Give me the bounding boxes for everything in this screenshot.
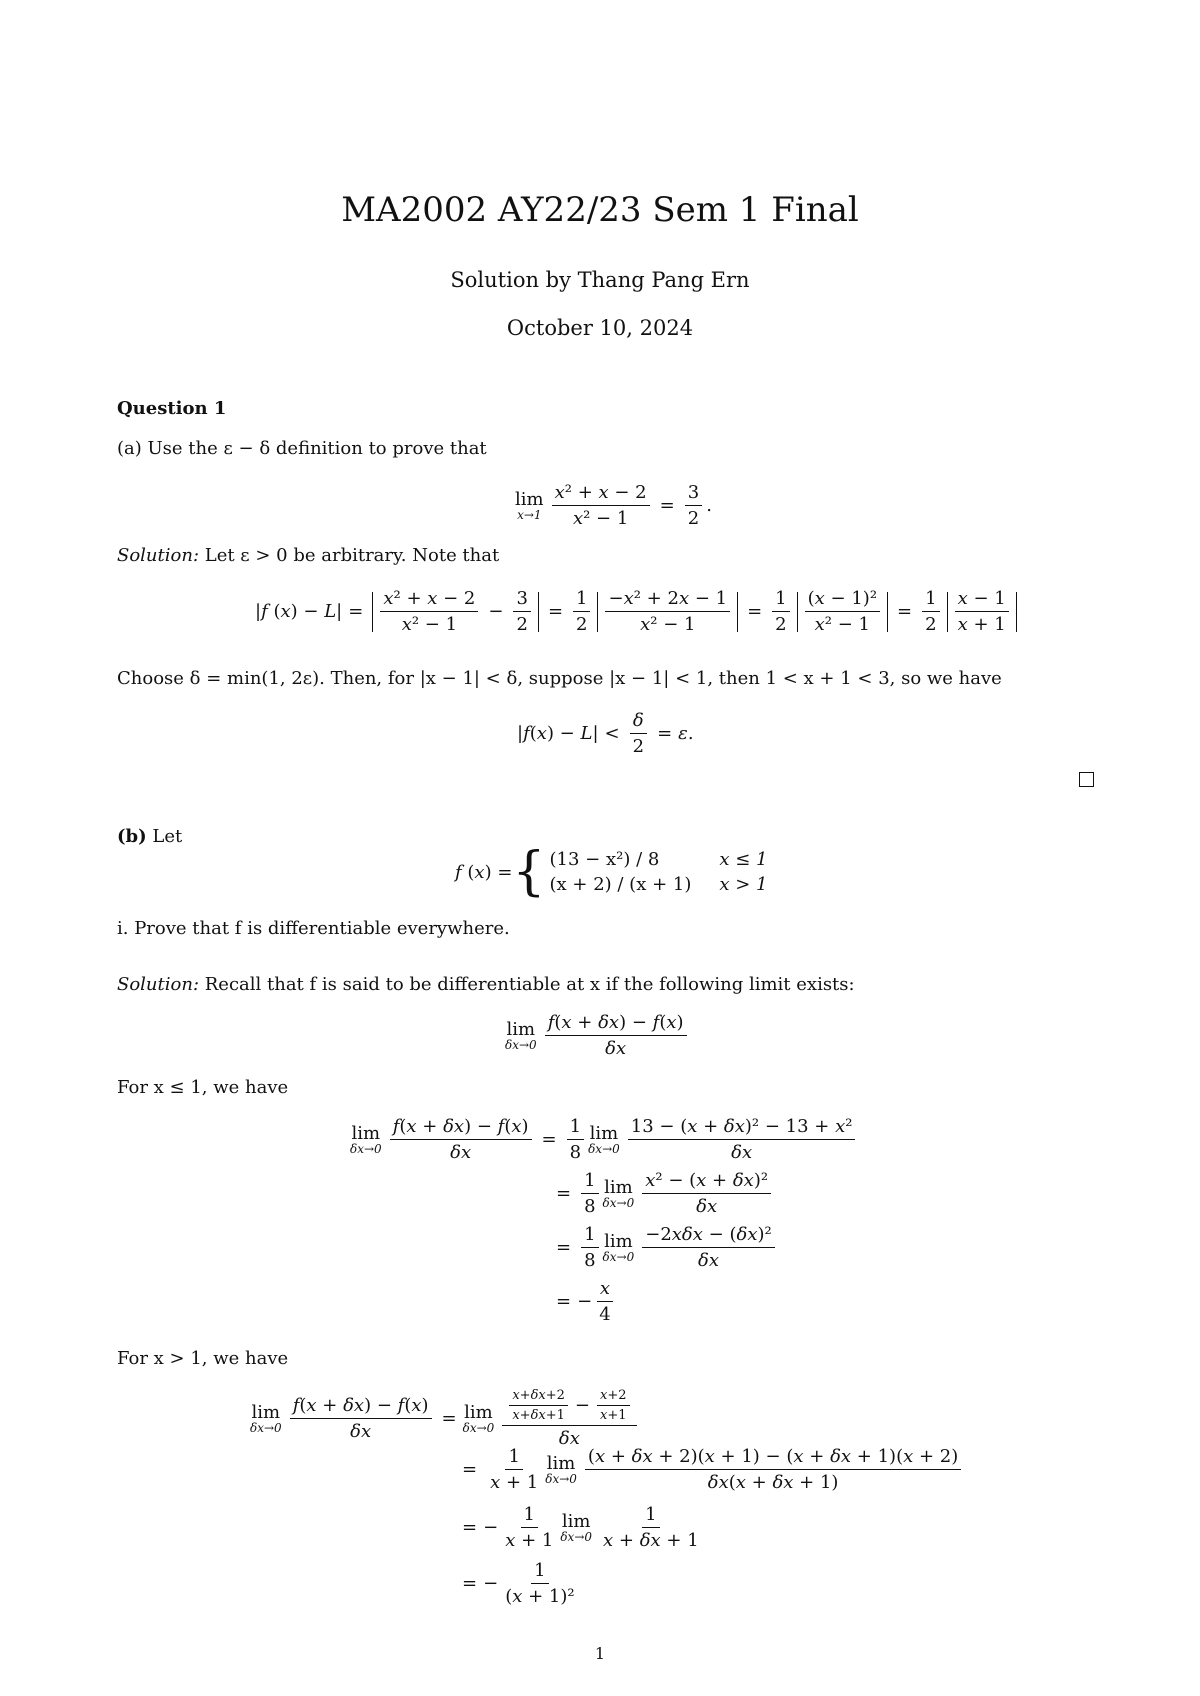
case2-text: For x > 1, we have	[117, 1348, 289, 1369]
piece-1: (13 − x²) / 8	[549, 849, 660, 870]
sub-question-i: i. Prove that f is differentiable everywhere.	[117, 918, 510, 939]
condition-2: x > 1	[719, 874, 768, 895]
case1-text: For x ≤ 1, we have	[117, 1077, 289, 1098]
part-b-solution-intro	[117, 974, 855, 995]
fraction: $\frac{3}{2}$	[685, 482, 702, 529]
limit-statement-equation: lim x→1 $\frac{\text{x² + x − 2}}{\text{x² − 1}}$ = $\frac{3}{2}$ .	[515, 482, 712, 529]
final-inequality-equation: |f(x) − L| < $\frac{\delta}{2}$ = ε.	[517, 710, 694, 757]
left-brace: {	[512, 842, 546, 902]
case1-derivation-row: lim δx→0 $\frac{f(x + \delta x) - f(x)}{\delta x}$ = $\frac{1}{8}$ lim δx→0 $\frac{\text{13 − (x + δx)² − 13 + x²}}{\delta x}$	[350, 1116, 859, 1163]
case1-derivation-row: = $\frac{1}{8}$ lim δx→0 $\frac{\text{x² − (x + δx)²}}{\delta x}$	[550, 1170, 775, 1217]
solution-label: Solution:	[117, 545, 200, 566]
case2-derivation-row: lim δx→0 $\frac{f(x + \delta x) - f(x)}{\delta x}$ = lim δx→0 $\frac{x+\delta x+2}{x+\delta x+1}$ − $\frac{x+2}{x+1}$ δx	[250, 1388, 641, 1449]
case2-derivation-row: = − $\frac{1}{\text{(x + 1)²}}$	[462, 1560, 575, 1607]
part-a-text: Use the ε − δ definition to prove that	[147, 438, 487, 459]
case2-derivation-row: = $\frac{1}{x + 1}$ lim δx→0 $\frac{(x + \delta x + 2)(x + 1) - (x + \delta x + 1)(x + 2)}{\delta x(x + \delta x + 1)}$	[456, 1446, 965, 1493]
part-b-text: Let	[152, 826, 183, 847]
document-date: October 10, 2024	[506, 316, 694, 340]
solution-intro-text: Recall that f is said to be differentiable at x if the following limit exists:	[204, 974, 855, 995]
choose-delta-text: Choose δ = min(1, 2ε). Then, for |x − 1| < δ, suppose |x − 1| < 1, then 1 < x + 1 < 3, so we have	[117, 668, 1002, 689]
part-a-solution-intro	[117, 545, 499, 566]
case2-derivation-row: = − $\frac{1}{x + 1}$ lim δx→0 $\frac{1}{x + \delta x + 1}$	[462, 1504, 699, 1551]
solution-label: Solution:	[117, 974, 200, 995]
fraction: $\frac{\text{x² + x − 2}}{\text{x² − 1}}$	[552, 482, 650, 529]
piece-2: (x + 2) / (x + 1)	[549, 874, 692, 895]
question-heading: Question 1	[117, 398, 227, 419]
case1-derivation-row: = $\frac{1}{8}$ lim δx→0 $\frac{\text{−2xδx − (δx)²}}{\delta x}$	[550, 1224, 779, 1271]
case1-derivation-row: = − $\frac{x}{4}$	[550, 1278, 618, 1325]
document-author: Solution by Thang Pang Ern	[450, 268, 750, 292]
part-b-label: (b)	[117, 826, 147, 847]
document-title: MA2002 AY22/23 Sem 1 Final	[341, 190, 859, 230]
condition-1: x ≤ 1	[719, 849, 768, 870]
qed-symbol	[1079, 772, 1094, 787]
lim-operator: lim x→1	[515, 489, 544, 522]
part-a-prompt	[117, 438, 487, 459]
part-a-label: (a)	[117, 438, 142, 459]
piecewise-definition: f (x) = { (13 − x²) / 8 x ≤ 1 (x + 2) / (x + 1) x > 1	[455, 842, 768, 902]
derivative-definition-equation: lim δx→0 $\frac{f(x + \delta x) - f(x)}{\delta x}$	[505, 1012, 691, 1059]
solution-intro-text: Let ε > 0 be arbitrary. Note that	[204, 545, 500, 566]
part-b-prompt	[117, 826, 182, 847]
page-number: 1	[594, 1644, 606, 1663]
piecewise-cases	[550, 849, 768, 895]
difference-chain-equation: |f (x) − L| = $\frac{\text{x² + x − 2}}{\text{x² − 1}}$ − $\frac{3}{2}$ = $\frac{1}{2}$ $\frac{\text{−x² + 2x − 1}}{\text{x² − 1}}$ = $\frac{1}{2}$ $\frac{\text{(x − 1)²}}{\text{x² − 1}}$ = $\frac{1}{2}$ $\frac{x - 1}{x + 1}$	[255, 588, 1020, 635]
